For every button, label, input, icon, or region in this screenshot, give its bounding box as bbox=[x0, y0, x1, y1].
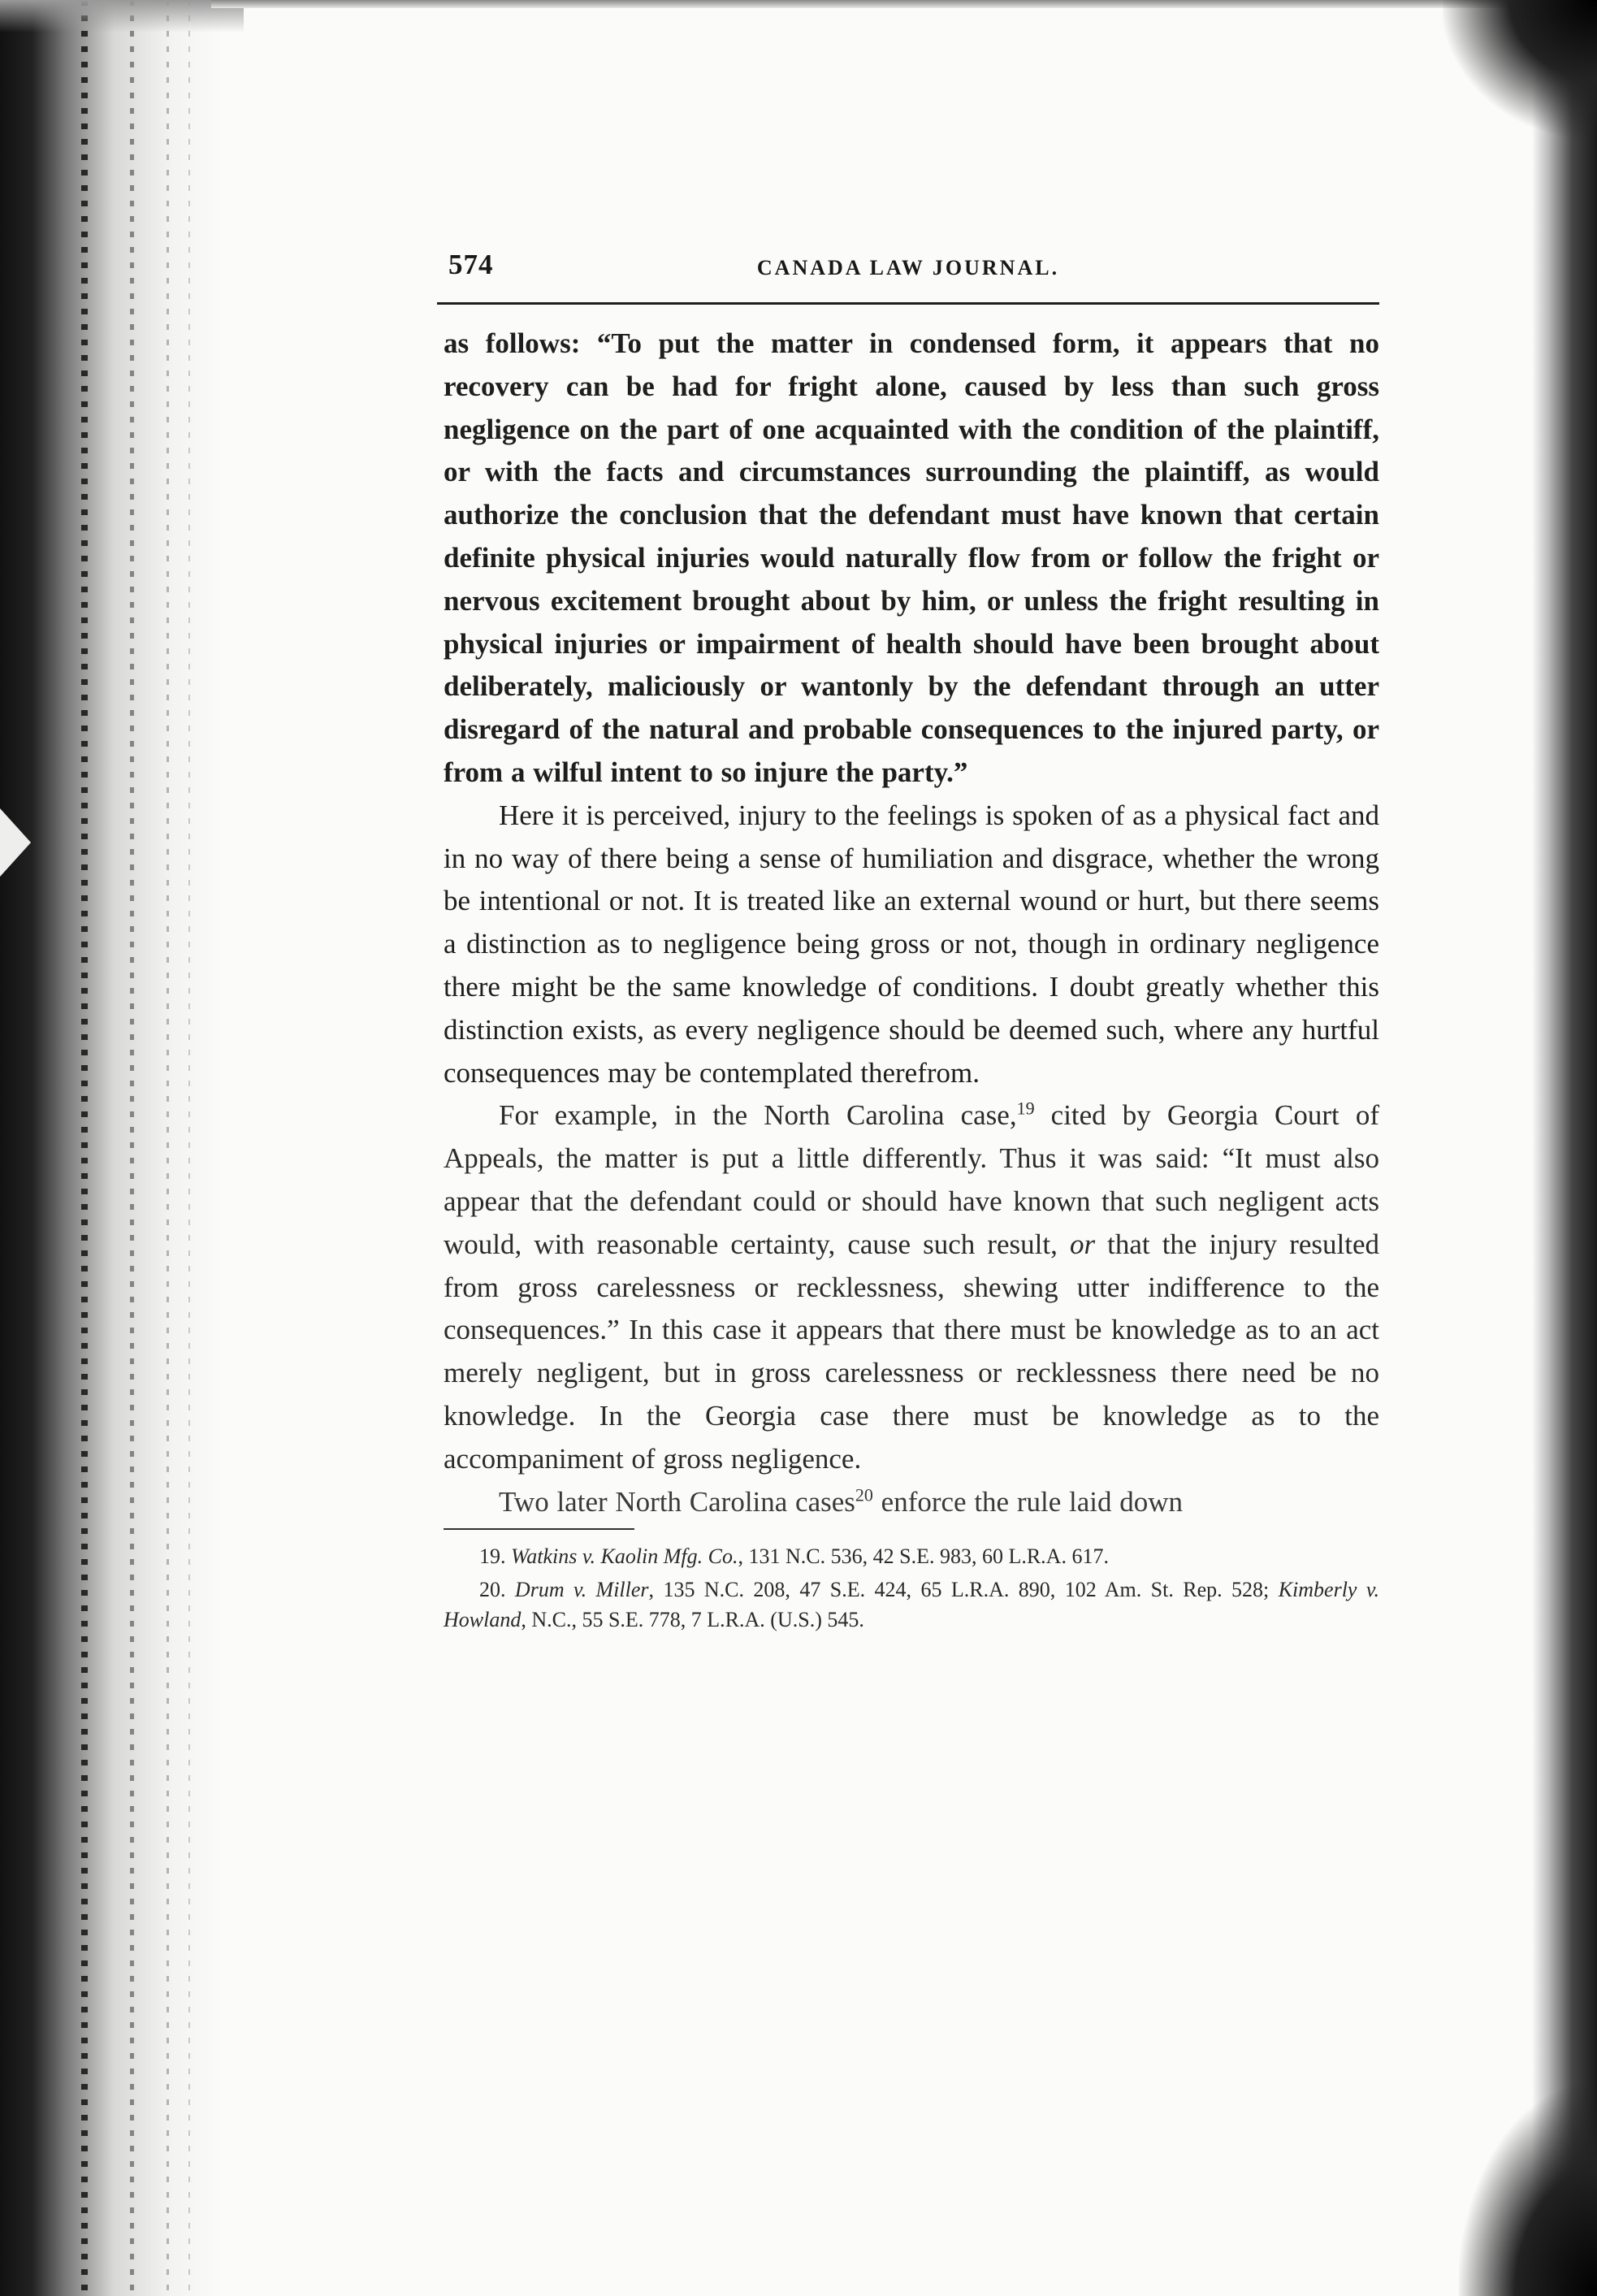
journal-title: CANADA LAW JOURNAL. bbox=[756, 256, 1060, 279]
footnotes bbox=[437, 1541, 1379, 1635]
paragraph-text: enforce the rule laid down bbox=[872, 1485, 1184, 1518]
case-name: Drum v. Miller bbox=[514, 1578, 649, 1602]
scan-corner-shadow bbox=[0, 0, 244, 32]
page-number: 574 bbox=[448, 249, 494, 280]
paragraph: as follows: “To put the matter in condensed form, it appears that no recovery can be had for fright alone, caused by less than such gross negligence on the part of one acquainted with the condition of the plaintiff, or with the facts and circumstances surrounding the plaintiff, as would authorize the conclusion that the defendant must have known that certain definite physical injuries would naturally flow from or follow the fright or nervous excitement brought about by him, or unless the fright resulting in physical injuries or impairment of health should have been brought about deliberately, maliciously or wantonly by the defendant through an utter disregard of the natural and probable consequences to the injured party, or from a wilful intent to so injure the party.” bbox=[444, 327, 1379, 788]
right-edge-shadow bbox=[1532, 0, 1597, 2296]
footnote-number: 19. bbox=[479, 1544, 506, 1569]
citation: , 135 N.C. 208, 47 S.E. 424, 65 L.R.A. 890, 102 Am. St. Rep. 528; bbox=[648, 1578, 1279, 1602]
paragraph-text: that the injury resulted from gross carelessness or recklessness, shewing utter indifference to the consequences.” In this case it appears that there must be knowledge as to an act merely negligent, but in gross carelessness or recklessness there need be no knowledge. In the Georgia case there must be knowledge as to the accompaniment of gross negligence. bbox=[444, 1228, 1379, 1475]
paragraph-text: cited by Georgia Court of Appeals, the matter is put a little differently. Thus it was said: “It must also appear that the defendant could or should have known that such negligent acts would, with reasonable certainty, cause such result, bbox=[444, 1099, 1379, 1260]
paragraph-text: For example, in the North Carolina case, bbox=[499, 1099, 1017, 1132]
footnote-reference: 20 bbox=[855, 1484, 873, 1505]
case-name: Kimberly v. Howland bbox=[444, 1578, 1379, 1632]
page-edge-notch bbox=[0, 808, 31, 877]
binding-streak bbox=[167, 0, 169, 2296]
corner-shadow-top-right bbox=[1443, 0, 1597, 138]
citation: , 131 N.C. 536, 42 S.E. 983, 60 L.R.A. 617. bbox=[738, 1544, 1109, 1569]
footnote-rule bbox=[444, 1528, 634, 1530]
case-name: Watkins v. Kaolin Mfg. Co. bbox=[511, 1544, 738, 1569]
footnote-number: 20. bbox=[479, 1578, 506, 1602]
running-head bbox=[437, 244, 1379, 305]
paragraph bbox=[444, 1094, 1379, 1480]
paragraph bbox=[444, 1481, 1379, 1524]
top-edge-shadow bbox=[211, 0, 1511, 8]
footnote-20 bbox=[444, 1575, 1379, 1635]
binding-streak bbox=[130, 0, 134, 2296]
binding-streak bbox=[81, 0, 88, 2296]
paragraph-text: Two later North Carolina cases bbox=[499, 1485, 855, 1518]
body-text bbox=[437, 323, 1379, 1523]
binding-streak bbox=[188, 0, 190, 2296]
citation: , N.C., 55 S.E. 778, 7 L.R.A. (U.S.) 545. bbox=[521, 1608, 864, 1632]
text-block bbox=[437, 244, 1379, 1638]
footnote-19 bbox=[444, 1541, 1379, 1571]
paragraph: Here it is perceived, injury to the feelings is spoken of as a physical fact and in no way of there being a sense of humiliation and disgrace, whether the wrong be intentional or not. It is treated like an external wound or hurt, but there seems a distinction as to negligence being gross or not, though in ordinary negligence there might be the same knowledge of conditions. I doubt greatly whether this distinction exists, as every negligence should be deemed such, where any hurtful consequences may be contemplated therefrom. bbox=[444, 799, 1379, 1089]
corner-shadow-bottom-right bbox=[1459, 2085, 1597, 2296]
footnote-reference: 19 bbox=[1016, 1098, 1035, 1119]
emphasis-text: or bbox=[1069, 1228, 1096, 1260]
